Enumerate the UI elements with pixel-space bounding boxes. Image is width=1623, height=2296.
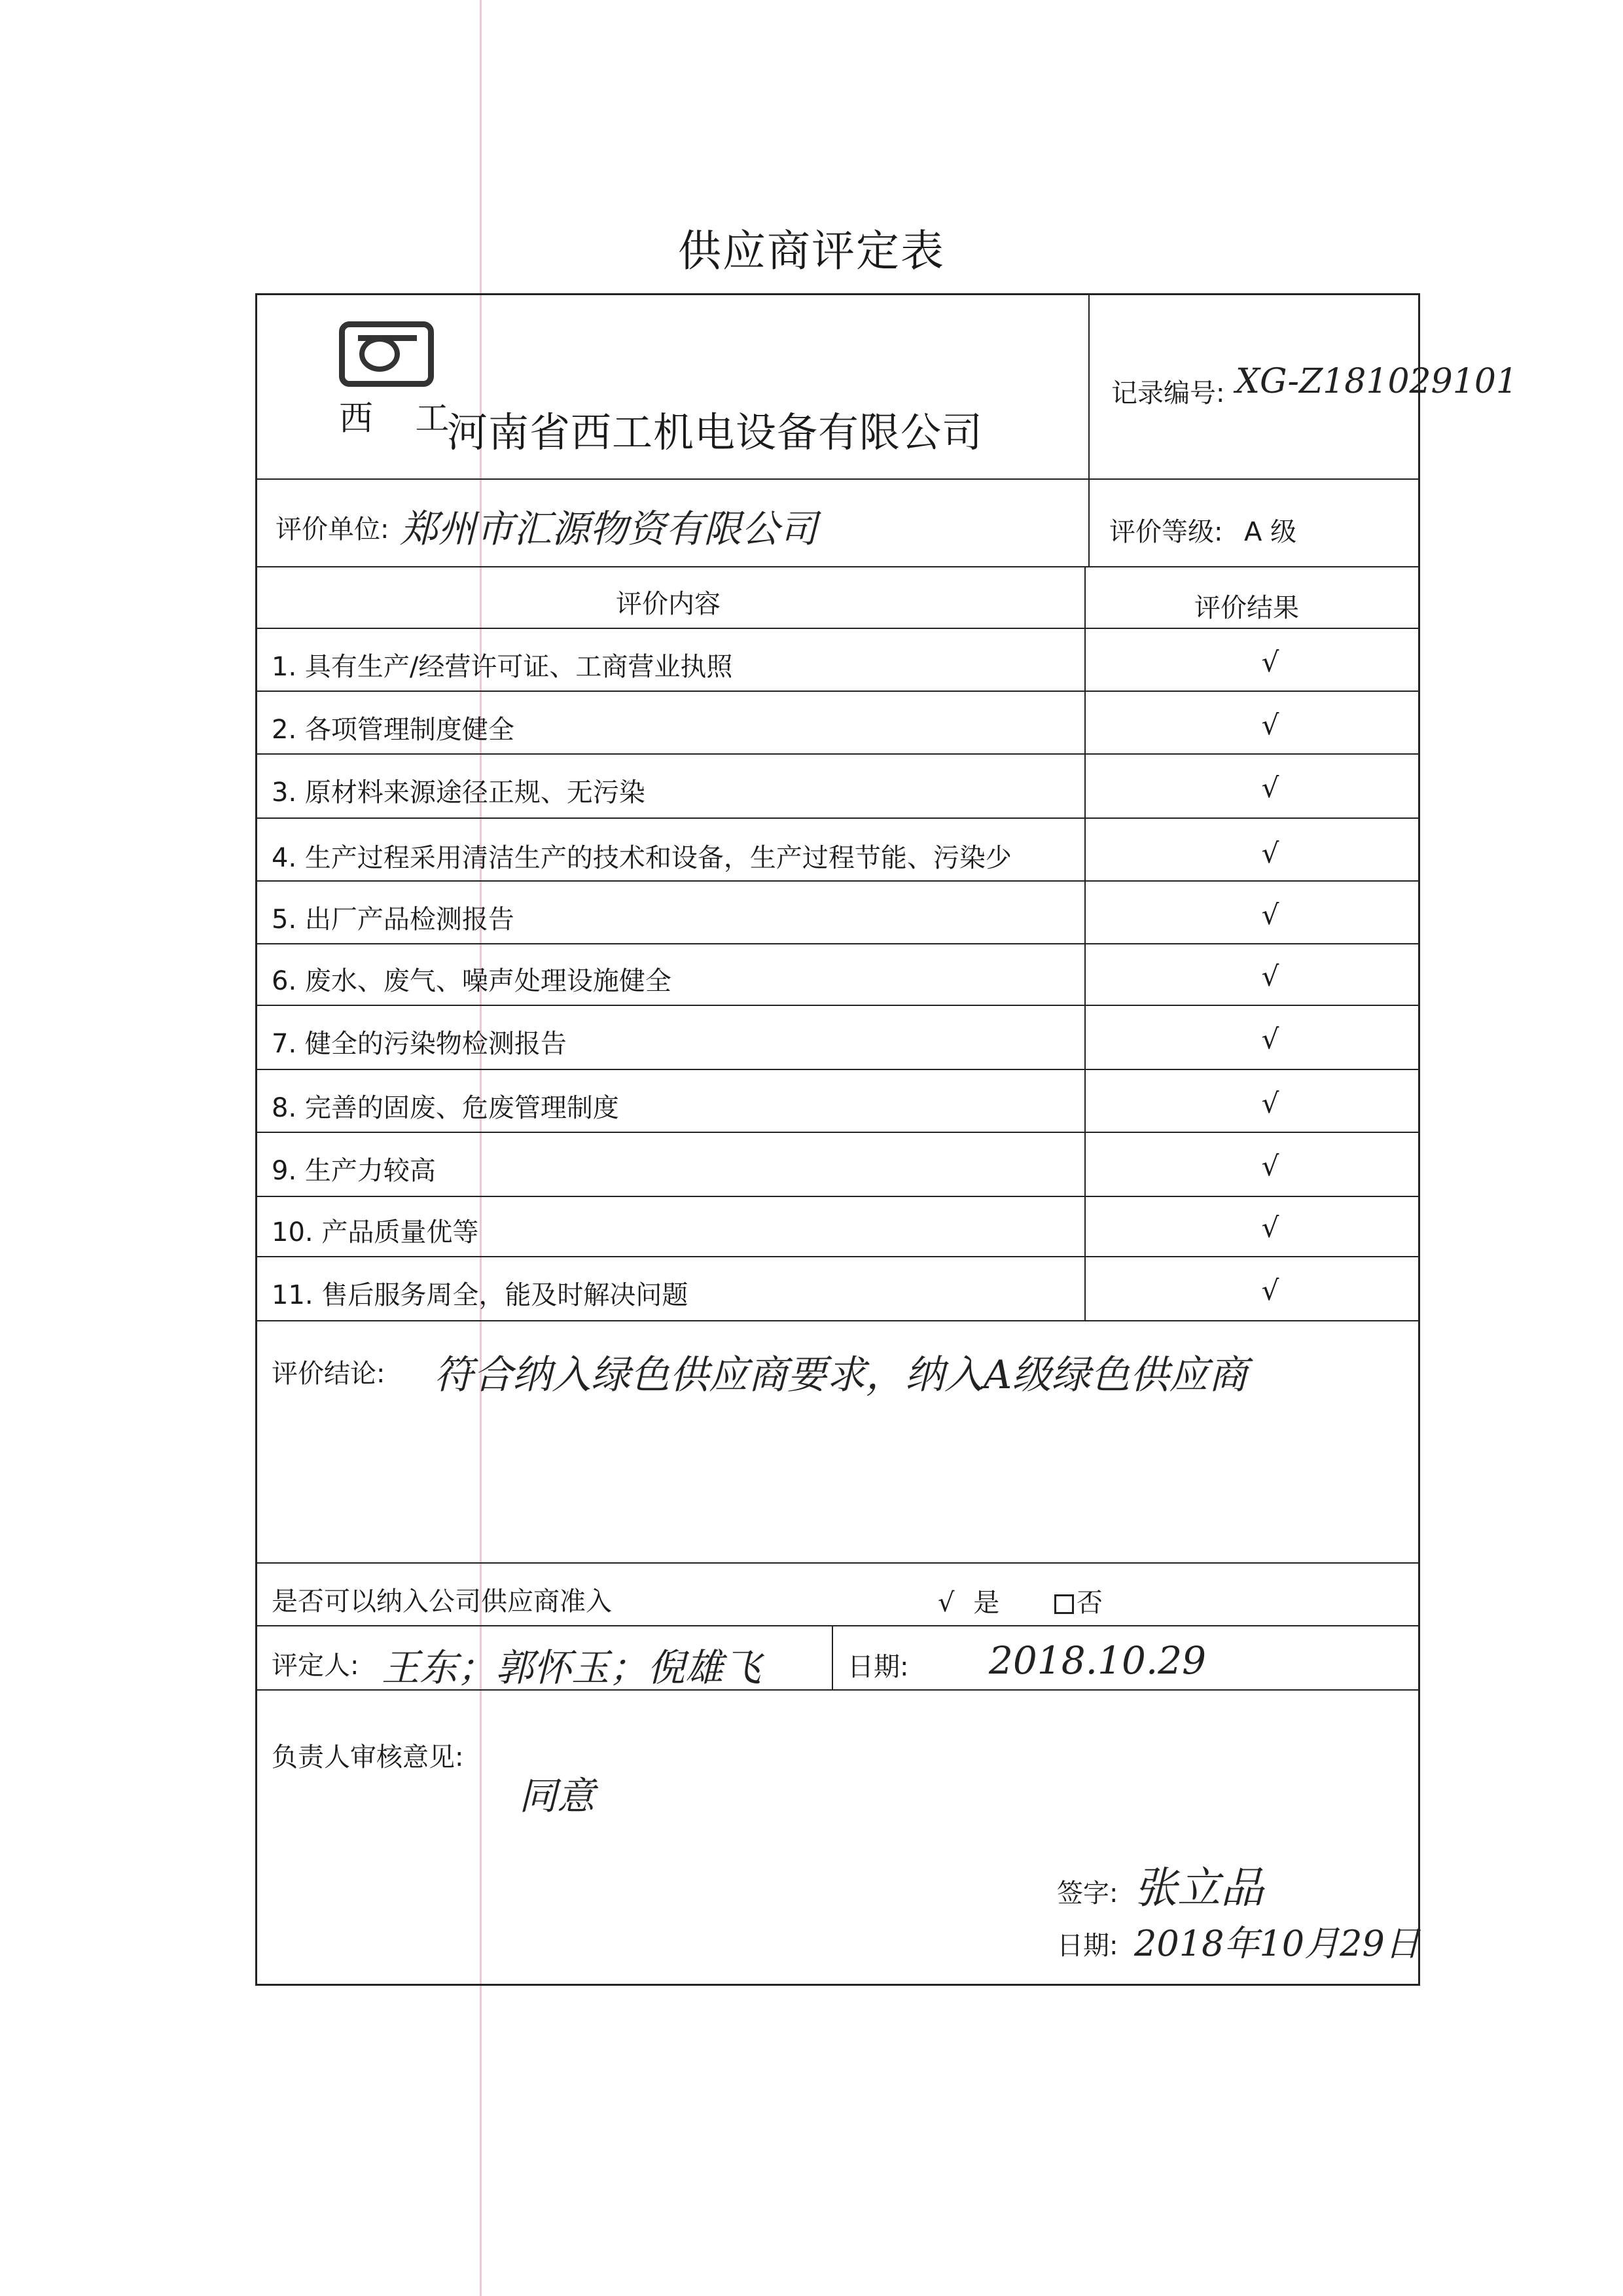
header-row [257,295,1518,480]
criterion-text: 7. 健全的污染物检测报告 [272,1029,567,1059]
table-row [257,1257,1418,1321]
grade-value: A 级 [1244,517,1297,547]
evaluators-value: 王东；郭怀玉；倪雄飞 [382,1645,762,1690]
result-check: √ [1261,1150,1279,1182]
criterion-text: 9. 生产力较高 [272,1156,436,1186]
result-check: √ [1261,899,1279,931]
table-row [257,755,1418,819]
result-check: √ [1261,1023,1279,1055]
record-number: XG-Z181029101 [1236,362,1518,401]
conclusion-row [257,1321,1418,1564]
criterion-text: 6. 废水、废气、噪声处理设施健全 [272,966,671,996]
col-content-header: 评价内容 [616,589,721,619]
criterion-text: 4. 生产过程采用清洁生产的技术和设备，生产过程节能、污染少 [272,843,1012,873]
evaluators-label: 评定人: [272,1651,359,1681]
criterion-text: 1. 具有生产/经营许可证、工商营业执照 [272,652,733,682]
record-label: 记录编号: [1111,378,1225,408]
review-opinion: 同意 [519,1774,596,1818]
criterion-text: 3. 原材料来源途径正规、无污染 [272,778,645,808]
unit-label: 评价单位: [276,514,389,545]
logo-text: 西 工 [339,399,465,439]
evaluators-row [257,1626,1418,1691]
admission-yes [938,1582,999,1619]
unit-value: 郑州市汇源物资有限公司 [400,507,818,551]
table-row [257,944,1418,1006]
evaluation-form [255,293,1518,1986]
result-check: √ [1261,1274,1279,1306]
logo-mark [339,321,434,387]
table-header [257,567,1418,629]
yes-label: 是 [973,1588,1000,1618]
criterion-text: 8. 完善的固废、危废管理制度 [272,1093,619,1123]
result-check: √ [1261,709,1279,741]
admission-row [257,1564,1418,1626]
logo-ring [359,336,400,372]
company-name: 河南省西工机电设备有限公司 [447,408,984,456]
evaluation-date-label: 日期: [847,1652,909,1682]
admission-question: 是否可以纳入公司供应商准入 [272,1587,612,1617]
grade-label: 评价等级: [1109,517,1223,547]
evaluators-divider [832,1626,833,1691]
signature: 张立品 [1134,1863,1264,1913]
result-check: √ [1261,1211,1279,1244]
criterion-text: 10. 产品质量优等 [272,1217,479,1247]
review-date: 2018年10月29日 [1134,1923,1420,1964]
admission-no [1054,1582,1103,1619]
result-check: √ [1261,772,1279,804]
table-row [257,882,1418,944]
table-row [257,629,1418,692]
table-row [257,1133,1418,1197]
table-row [257,692,1418,755]
conclusion-value: 符合纳入绿色供应商要求，纳入A级绿色供应商 [434,1352,1248,1398]
no-label: 否 [1077,1588,1103,1618]
unit-divider [1088,480,1090,567]
result-check: √ [1261,646,1279,678]
checkbox-empty-icon [1054,1594,1074,1614]
result-check: √ [1261,1087,1279,1119]
unit-row [257,480,1418,567]
header-divider [1088,295,1090,480]
conclusion-label: 评价结论: [272,1359,385,1389]
page-title: 供应商评定表 [678,226,945,276]
table-divider [1084,567,1086,1321]
criterion-text: 11. 售后服务周全，能及时解决问题 [272,1280,688,1310]
sign-label: 签字: [1057,1878,1118,1909]
table-row [257,819,1418,882]
evaluation-date: 2018.10.29 [989,1638,1207,1683]
result-check: √ [1261,837,1279,869]
table-row [257,1006,1418,1070]
table-row [257,1070,1418,1133]
review-date-label: 日期: [1057,1931,1118,1961]
check-mark-icon: √ [938,1588,955,1618]
review-label: 负责人审核意见: [272,1742,464,1772]
criterion-text: 5. 出厂产品检测报告 [272,905,514,935]
result-check: √ [1261,960,1279,992]
col-result-header: 评价结果 [1194,593,1299,623]
table-row [257,1197,1418,1257]
criterion-text: 2. 各项管理制度健全 [272,715,514,745]
